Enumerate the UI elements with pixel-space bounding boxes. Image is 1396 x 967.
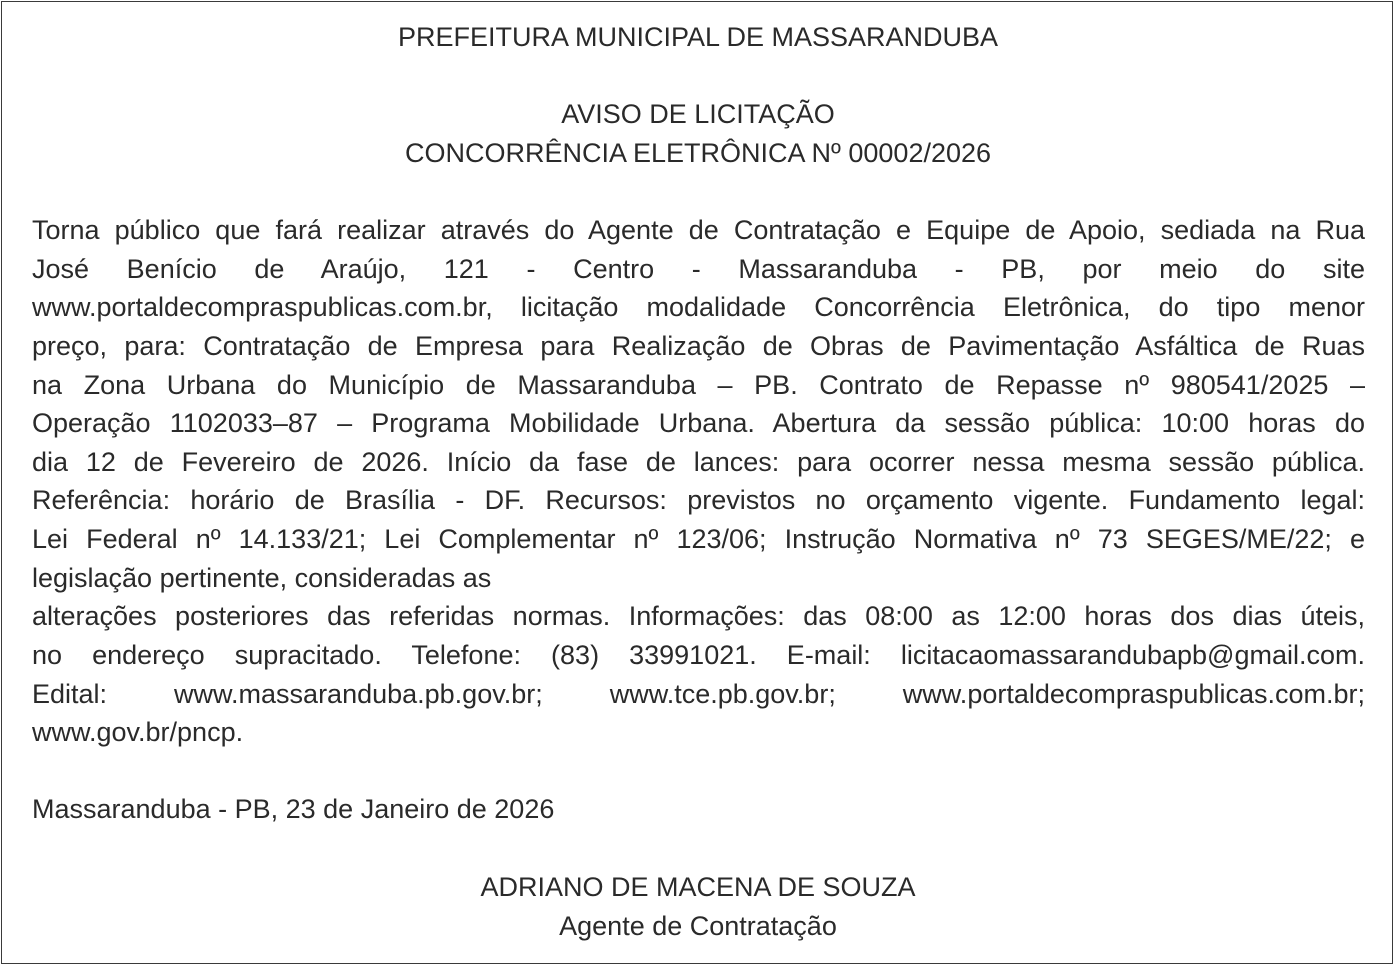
body-line: www.portaldecompraspublicas.com.br, licitação modalidade Concorrência Eletrônica, do tipo menor <box>32 292 1365 322</box>
signatory-name: ADRIANO DE MACENA DE SOUZA <box>480 872 916 902</box>
body-line: Operação 1102033–87 – Programa Mobilidade Urbana. Abertura da sessão pública: 10:00 horas do <box>32 408 1365 438</box>
body-line: Torna público que fará realizar através do Agente de Contratação e Equipe de Apoio, sediada na Rua <box>32 215 1365 245</box>
body-line: alterações posteriores das referidas normas. Informações: das 08:00 as 12:00 horas dos dias úteis, <box>32 601 1365 631</box>
notice-title: AVISO DE LICITAÇÃO <box>561 99 835 129</box>
body-line: preço, para: Contratação de Empresa para Realização de Obras de Pavimentação Asfáltica de Ruas <box>32 331 1365 361</box>
body-line: no endereço supracitado. Telefone: (83) 33991021. E-mail: licitacaomassarandubapb@gmail.com. <box>32 640 1365 670</box>
signatory-role: Agente de Contratação <box>559 911 837 941</box>
body-line: Edital: www.massaranduba.pb.gov.br; www.tce.pb.gov.br; www.portaldecompraspublicas.com.br; <box>32 679 1365 709</box>
body-line: Lei Federal nº 14.133/21; Lei Complementar nº 123/06; Instrução Normativa nº 73 SEGES/ME/22; e <box>32 524 1365 554</box>
place-date: Massaranduba - PB, 23 de Janeiro de 2026 <box>32 794 555 824</box>
body-line: José Benício de Araújo, 121 - Centro - Massaranduba - PB, por meio do site <box>32 254 1365 284</box>
body-line: Referência: horário de Brasília - DF. Recursos: previstos no orçamento vigente. Fundamento legal: <box>32 485 1365 515</box>
body-line: www.gov.br/pncp. <box>32 717 244 747</box>
organization-title: PREFEITURA MUNICIPAL DE MASSARANDUBA <box>397 22 999 52</box>
body-line: dia 12 de Fevereiro de 2026. Início da fase de lances: para ocorrer nessa mesma sessão pública. <box>32 447 1365 477</box>
process-number: CONCORRÊNCIA ELETRÔNICA Nº 00002/2026 <box>404 138 992 168</box>
body-line: legislação pertinente, consideradas as <box>32 563 492 593</box>
body-line: na Zona Urbana do Município de Massaranduba – PB. Contrato de Repasse nº 980541/2025 – <box>32 370 1365 400</box>
